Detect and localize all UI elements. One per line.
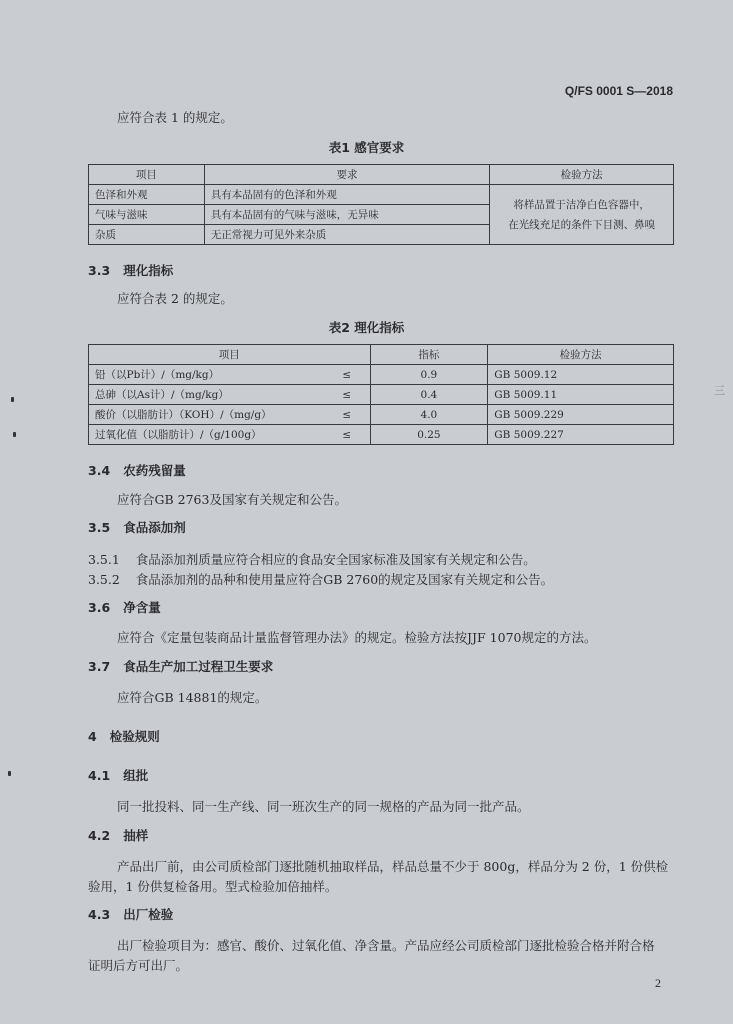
value-cell: 0.9: [370, 365, 488, 385]
section-4-1-text: 同一批投料、同一生产线、同一班次生产的同一规格的产品为同一批产品。: [117, 799, 530, 814]
section-4-2-line1: 产品出厂前，由公司质检部门逐批随机抽取样品，样品总量不少于 800g，样品分为 2 份，1 份供检: [117, 859, 669, 874]
table-cell: 具有本品固有的色泽和外观: [204, 185, 489, 205]
method-cell: [490, 185, 674, 245]
table-cell: 具有本品固有的气味与滋味，无异味: [204, 205, 489, 225]
section-title: 抽样: [123, 828, 149, 843]
section-number: 4.1: [88, 768, 111, 783]
section-4-2-heading: [88, 826, 148, 844]
section-number: 3.5: [88, 520, 111, 535]
operator-cell: ≤: [324, 425, 370, 445]
section-number: 4.2: [88, 828, 111, 843]
section-number: 3.3: [88, 263, 111, 278]
operator-cell: ≤: [324, 385, 370, 405]
table2-caption: 表2 理化指标: [328, 320, 405, 335]
section-3-4-heading: [88, 461, 186, 479]
clause-text: 食品添加剂质量应符合相应的食品安全国家标准及国家有关规定和公告。: [135, 552, 536, 567]
scan-mark: [13, 432, 16, 437]
table-header-row: [89, 345, 674, 365]
method-line: 在光线充足的条件下目测、鼻嗅: [508, 218, 656, 231]
physicochemical-table: [88, 344, 674, 445]
section-4-2-line2: 验用，1 份供复检备用。型式检验加倍抽样。: [88, 879, 338, 894]
method-cell: GB 5009.11: [488, 385, 674, 405]
section-4-1-heading: [88, 766, 148, 784]
scan-mark: [11, 397, 14, 402]
table-header: 检验方法: [490, 165, 674, 185]
item-cell: 过氧化值（以脂肪计）/（g/100g）: [89, 425, 325, 445]
table-cell: 气味与滋味: [89, 205, 205, 225]
table-row: [89, 425, 674, 445]
section-4-3-line1: 出厂检验项目为：感官、酸价、过氧化值、净含量。产品应经公司质检部门逐批检验合格并附合格: [117, 938, 655, 953]
table-row: [89, 185, 674, 205]
table-row: [89, 365, 674, 385]
operator-cell: ≤: [324, 405, 370, 425]
scan-mark: [8, 771, 11, 776]
table-row: [89, 405, 674, 425]
method-cell: GB 5009.227: [488, 425, 674, 445]
table-header: 项目: [89, 345, 371, 365]
section-4-heading: [88, 727, 160, 745]
value-cell: 0.4: [370, 385, 488, 405]
table-cell: 色泽和外观: [89, 185, 205, 205]
section-4-3-line2: 证明后方可出厂。: [88, 958, 189, 973]
value-cell: 0.25: [370, 425, 488, 445]
section-title: 农药残留量: [123, 463, 186, 478]
section-3-6-text: 应符合《定量包装商品计量监督管理办法》的规定。检验方法按JJF 1070规定的方法。: [117, 630, 597, 645]
section-3-3-text: 应符合表 2 的规定。: [117, 291, 233, 306]
section-title: 出厂检验: [123, 907, 174, 922]
section-3-3-heading: [88, 261, 173, 279]
section-number: 3.6: [88, 600, 111, 615]
clause-3-5-1: [88, 550, 536, 568]
table-cell: 杂质: [89, 225, 205, 245]
section-number: 4.3: [88, 907, 111, 922]
section-title: 理化指标: [123, 263, 174, 278]
section-3-4-text: 应符合GB 2763及国家有关规定和公告。: [117, 492, 347, 507]
table1-caption: 表1 感官要求: [328, 140, 405, 155]
table-header-row: [89, 165, 674, 185]
table-header: 指标: [370, 345, 488, 365]
section-title: 食品添加剂: [123, 520, 186, 535]
method-line: 将样品置于洁净白色容器中，: [513, 198, 650, 211]
table-row: [89, 385, 674, 405]
page-number: 2: [655, 976, 661, 990]
operator-cell: ≤: [324, 365, 370, 385]
table-header: 项目: [89, 165, 205, 185]
section-3-7-heading: [88, 657, 273, 675]
item-cell: 铅（以Pb计）/（mg/kg）: [89, 365, 325, 385]
section-title: 组批: [123, 768, 149, 783]
item-cell: 酸价（以脂肪计）（KOH）/（mg/g）: [89, 405, 325, 425]
section-title: 食品生产加工过程卫生要求: [123, 659, 274, 674]
table-header: 检验方法: [488, 345, 674, 365]
section-4-3-heading: [88, 905, 173, 923]
clause-3-5-2: [88, 570, 553, 588]
margin-noise: 三: [714, 384, 725, 397]
section-number: 4: [88, 729, 97, 744]
clause-number: 3.5.2: [88, 572, 120, 587]
clause-number: 3.5.1: [88, 552, 120, 567]
table-cell: 无正常视力可见外来杂质: [204, 225, 489, 245]
section-title: 净含量: [123, 600, 161, 615]
table-header: 要求: [204, 165, 489, 185]
method-cell: GB 5009.12: [488, 365, 674, 385]
doc-code: Q/FS 0001 S—2018: [564, 84, 673, 98]
section-number: 3.4: [88, 463, 111, 478]
value-cell: 4.0: [370, 405, 488, 425]
sensory-table: [88, 164, 674, 245]
item-cell: 总砷（以As计）/（mg/kg）: [89, 385, 325, 405]
section-number: 3.7: [88, 659, 111, 674]
method-cell: GB 5009.229: [488, 405, 674, 425]
section-3-7-text: 应符合GB 14881的规定。: [117, 690, 268, 705]
section-3-5-heading: [88, 518, 186, 536]
intro-text: 应符合表 1 的规定。: [117, 110, 233, 125]
section-3-6-heading: [88, 598, 161, 616]
clause-text: 食品添加剂的品种和使用量应符合GB 2760的规定及国家有关规定和公告。: [135, 572, 554, 587]
section-title: 检验规则: [109, 729, 160, 744]
